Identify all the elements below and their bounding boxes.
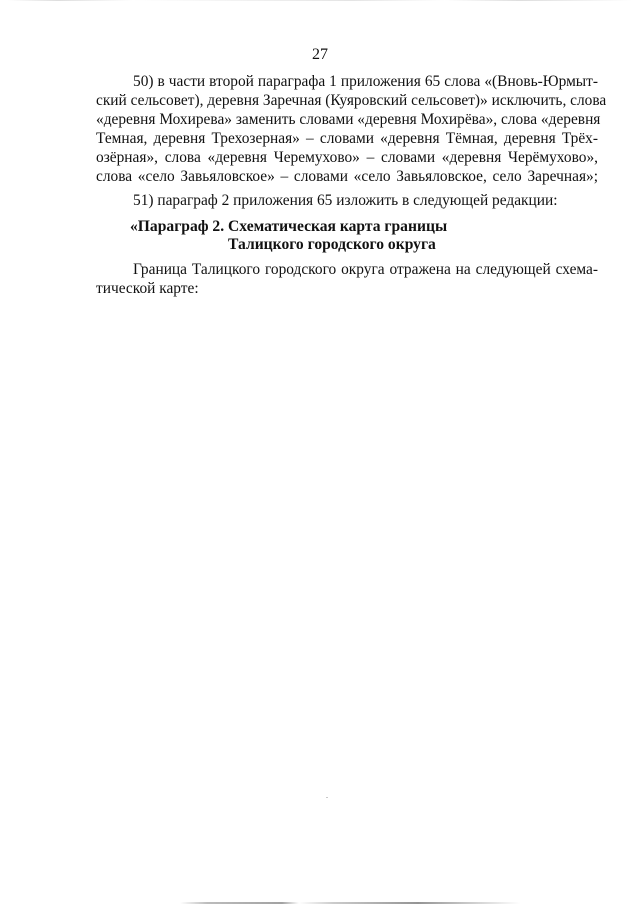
paragraph-50-line-5: озёрная», слова «деревня Черемухово» – словами «деревня Черёмухово»,	[96, 149, 598, 166]
paragraph-50-line-6: слова «село Завьяловское» – словами «село Завьяловское, село Заречная»;	[96, 168, 598, 185]
paragraph-50-line-4: Темная, деревня Трехозерная» – словами «деревня Тёмная, деревня Трёх-	[96, 130, 598, 147]
section-heading-line-1: «Параграф 2. Схематическая карта границы	[130, 218, 448, 235]
paragraph-50-line-1: 50) в части второй параграфа 1 приложения 65 слова «(Вновь-Юрмыт-	[133, 73, 598, 90]
paragraph-50-line-2: ский сельсовет), деревня Заречная (Куяровский сельсовет)» исключить, слова	[96, 92, 607, 109]
scan-speck	[326, 797, 328, 798]
scan-bottom-edge	[180, 902, 520, 904]
border-paragraph-line-2: тической карте:	[96, 280, 199, 297]
section-heading-line-2: Талицкого городского округа	[228, 236, 436, 253]
border-paragraph-line-1: Граница Талицкого городского округа отражена на следующей схема-	[133, 261, 598, 278]
page-number: 27	[312, 46, 328, 63]
scan-top-edge	[8, 0, 632, 1]
paragraph-50-line-3: «деревня Мохирева» заменить словами «деревня Мохирёва», слова «деревня	[96, 111, 601, 128]
paragraph-51-line-1: 51) параграф 2 приложения 65 изложить в следующей редакции:	[133, 192, 558, 209]
